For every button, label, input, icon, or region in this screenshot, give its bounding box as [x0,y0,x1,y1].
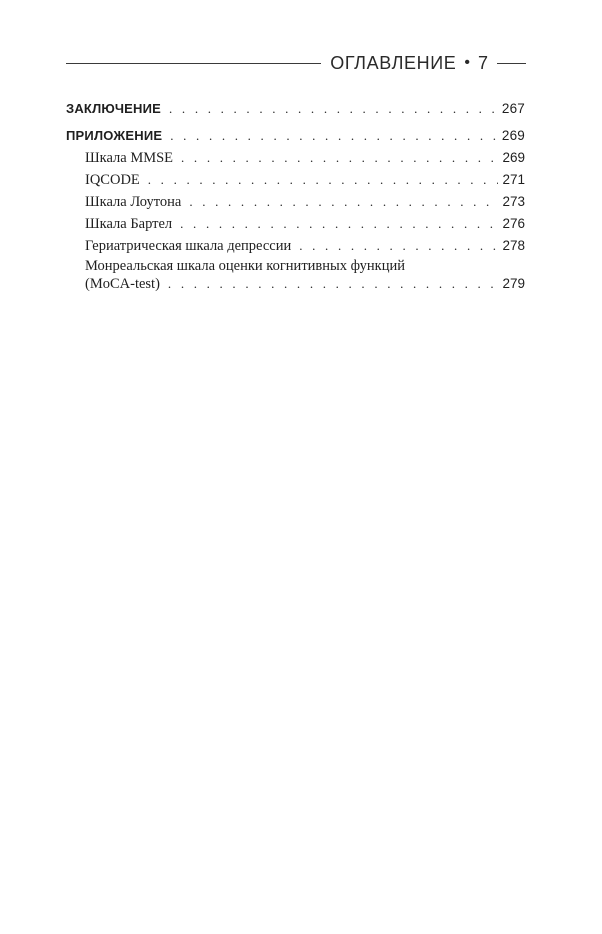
toc-leader-dots [189,191,498,213]
toc-page-number: 269 [501,128,525,143]
toc-page-number: 271 [502,172,525,187]
header-rule-right [497,63,526,64]
header-page-number: 7 [477,52,488,73]
toc-item-label: Гериатрическая шкала депрессии [85,238,292,254]
toc-item-label: Шкала MMSE [85,150,174,166]
toc-leader-dots [168,275,499,293]
toc-leader-dots [180,213,498,235]
toc-leader-dots [181,147,498,169]
toc-item-barthel [66,213,525,235]
toc-item-moca-line2 [66,275,525,293]
toc-page-number: 267 [501,101,525,116]
toc-leader-dots [170,125,498,147]
header-title: ОГЛАВЛЕНИЕ [330,52,457,73]
toc-section-appendix [66,125,525,147]
running-header [66,50,526,76]
toc-section-conclusion [66,98,525,120]
header-rule-left [66,63,321,64]
toc-page-number: 276 [502,216,525,231]
toc-item-geriatric-depression [66,235,525,257]
toc-item-moca-line1 [66,257,525,275]
toc-leader-dots [148,169,499,191]
toc-item-iqcode [66,169,525,191]
toc-item-label: Монреальская шкала оценки когнитивных функций [85,258,406,274]
toc-leader-dots [299,235,498,257]
toc-leader-dots [169,98,498,120]
toc-item-label: IQCODE [85,172,140,188]
toc-page-number: 278 [502,238,525,253]
toc-item-label: Шкала Лоутона [85,194,182,210]
toc-page-number: 279 [502,276,525,291]
toc-page-number: 269 [502,150,525,165]
toc-item-label: Шкала Бартел [85,216,173,232]
table-of-contents [66,98,525,293]
toc-item-mmse [66,147,525,169]
toc-section-label: ЗАКЛЮЧЕНИЕ [66,101,162,116]
toc-item-lawton [66,191,525,213]
header-bullet: • [464,54,470,71]
toc-page-number: 273 [502,194,525,209]
toc-item-label: (MoCA-test) [85,276,160,292]
toc-section-label: ПРИЛОЖЕНИЕ [66,128,163,143]
